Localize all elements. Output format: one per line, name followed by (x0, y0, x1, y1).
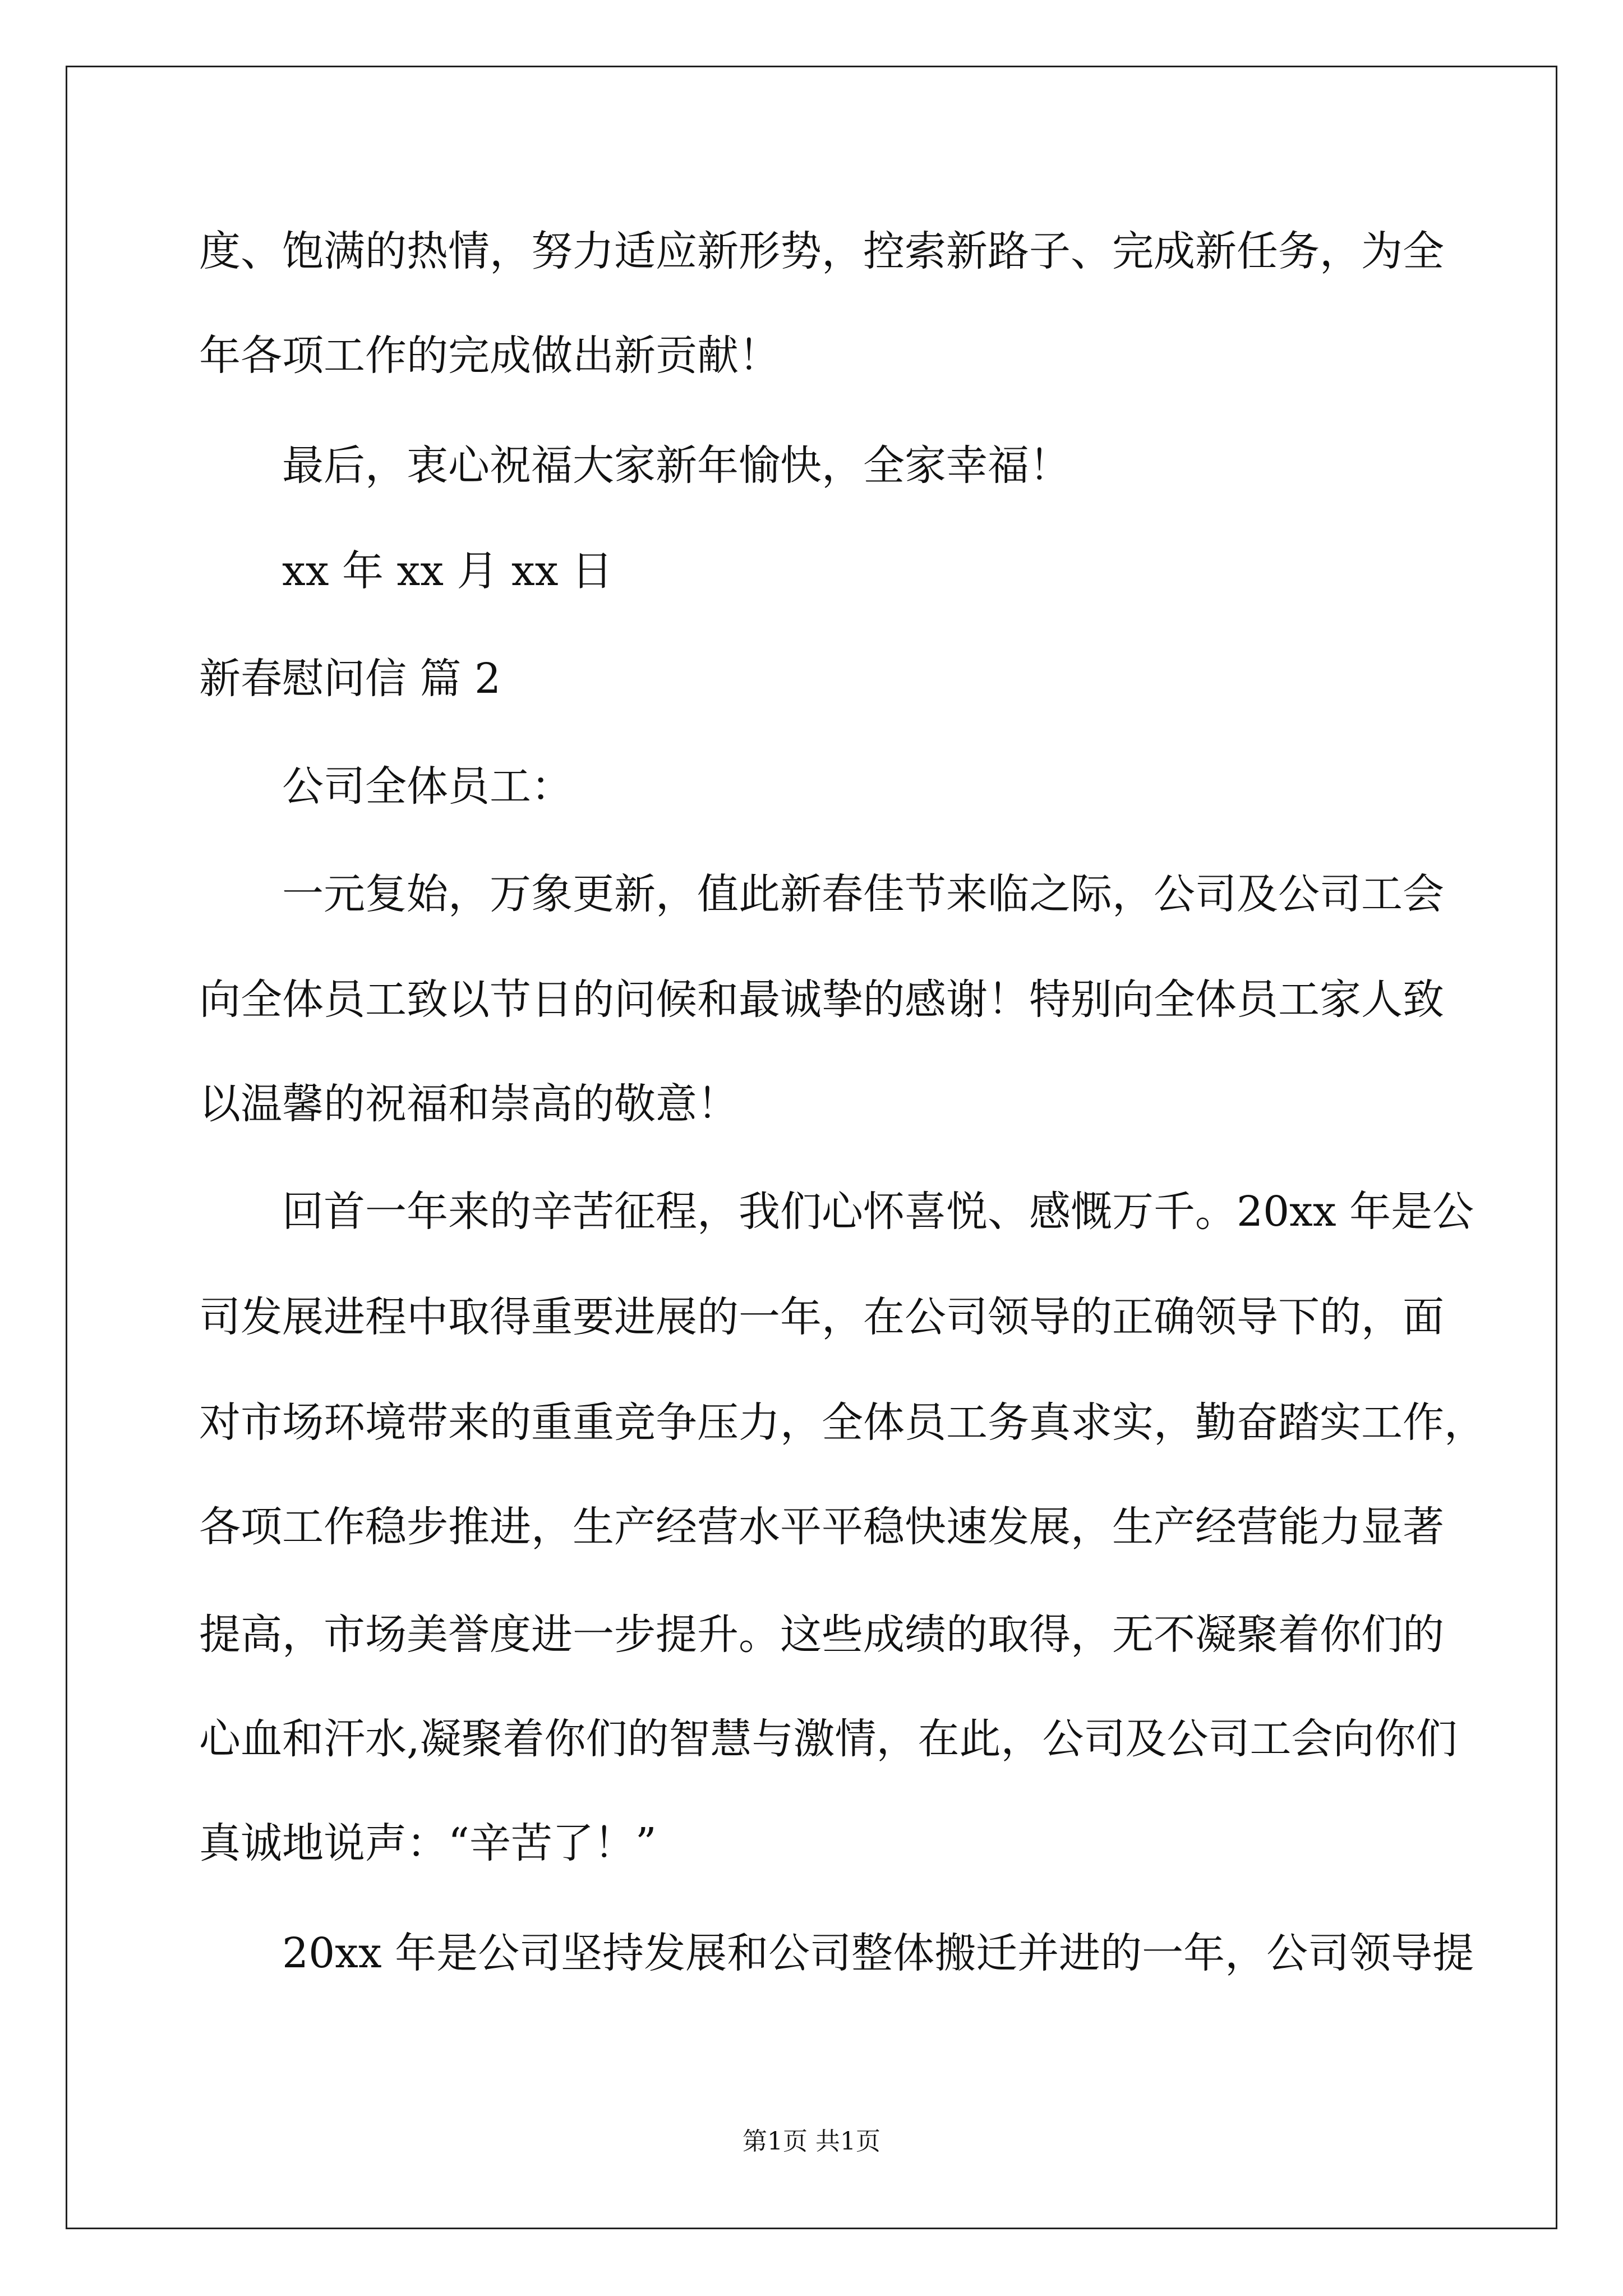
body-text-line: 各项工作稳步推进，生产经营水平平稳快速发展，生产经营能力显著 (199, 1503, 1444, 1551)
body-text-line: 20xx 年是公司坚持发展和公司整体搬迁并进的一年，公司领导提 (282, 1929, 1474, 1977)
date-line: xx 年 xx 月 xx 日 (282, 547, 614, 595)
body-text-line: 度、饱满的热情，努力适应新形势，控索新路子、完成新任务，为全 (199, 227, 1444, 275)
body-text-line: 向全体员工致以节日的问候和最诚挚的感谢！特别向全体员工家人致 (199, 976, 1444, 1024)
body-text-line: 心血和汗水,凝聚着你们的智慧与激情，在此，公司及公司工会向你们 (199, 1715, 1458, 1763)
page-footer: 第1页 共1页 (743, 2127, 880, 2156)
body-text-line: 对市场环境带来的重重竞争压力，全体员工务真求实，勤奋踏实工作， (199, 1398, 1486, 1447)
body-text-line: 司发展进程中取得重要进展的一年，在公司领导的正确领导下的，面 (199, 1293, 1444, 1341)
salutation: 公司全体员工： (282, 762, 573, 811)
body-text-line: 真诚地说声：“辛苦了！” (199, 1819, 657, 1867)
body-text-line: 提高，市场美誉度进一步提升。这些成绩的取得，无不凝聚着你们的 (199, 1611, 1444, 1659)
page-border (66, 66, 1557, 2229)
body-text-line: 一元复始，万象更新，值此新春佳节来临之际，公司及公司工会 (282, 870, 1444, 918)
body-text-line: 年各项工作的完成做出新贡献！ (199, 332, 780, 380)
section-title: 新春慰问信 篇 2 (199, 655, 501, 703)
body-text-line: 以温馨的祝福和崇高的敬意！ (199, 1080, 739, 1128)
body-text-line: 最后，衷心祝福大家新年愉快，全家幸福！ (282, 441, 1071, 490)
body-text-line: 回首一年来的辛苦征程，我们心怀喜悦、感慨万千。20xx 年是公 (282, 1188, 1474, 1236)
